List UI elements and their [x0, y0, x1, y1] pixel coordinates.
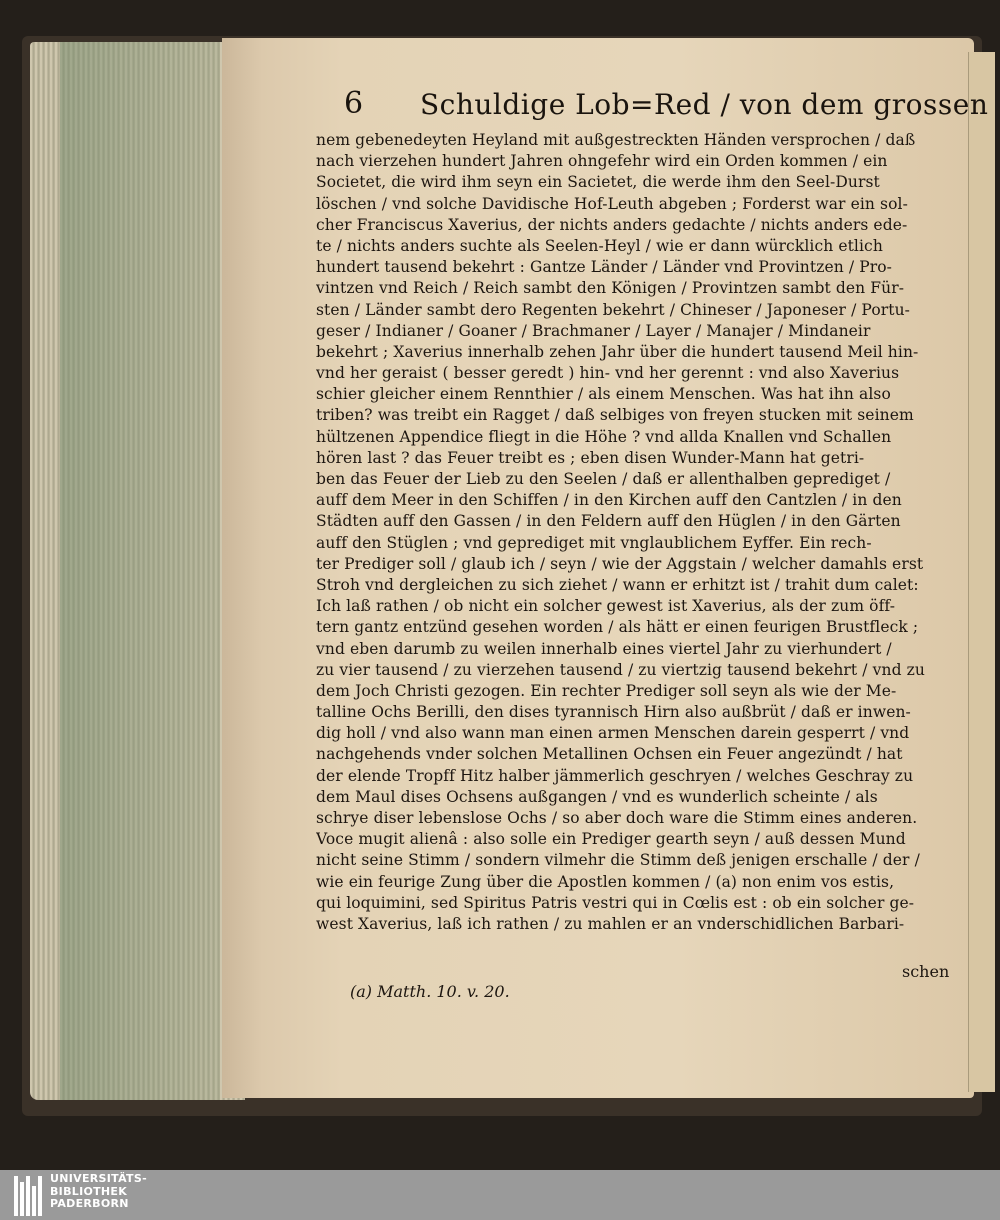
text-line: vnd her geraist ( besser geredt ) hin- vnd her gerennt : vnd also Xaverius [316, 364, 900, 383]
library-name-line1: UNIVERSITÄTS- [50, 1172, 147, 1185]
text-line: Städten auff den Gassen / in den Feldern auff den Hüglen / in den Gärten [316, 512, 901, 531]
text-line: bekehrt ; Xaverius innerhalb zehen Jahr über die hundert tausend Meil hin- [316, 342, 919, 361]
text-line: schrye diser lebenslose Ochs / so aber doch ware die Stimm eines anderen. [316, 809, 918, 827]
text-line: ter Prediger soll / glaub ich / seyn / wie der Aggstain / welcher damahls erst [316, 554, 924, 573]
text-line: dem Joch Christi gezogen. Ein rechter Prediger soll seyn als wie der Me- [316, 681, 897, 700]
text-line: tern gantz entzünd gesehen worden / als hätt er einen feurigen Brustfleck ; [316, 618, 919, 637]
text-line: qui loquimini, sed Spiritus Patris vestri qui in Cœlis est : ob ein solcher ge- [316, 893, 915, 912]
text-line: Societet, die wird ihm seyn ein Sacietet, die werde ihm den Seel-Durst [316, 173, 880, 192]
text-line: geser / Indianer / Goaner / Brachmaner / Layer / Manajer / Mindaneir [316, 321, 871, 340]
facing-page-edge [968, 52, 995, 1092]
text-line: löschen / vnd solche Davidische Hof-Leuth abgeben ; Forderst war ein sol- [316, 194, 908, 213]
catchword: schen [902, 962, 950, 981]
text-line: schier gleicher einem Rennthier / als einem Menschen. Was hat ihn also [316, 385, 891, 404]
text-line: triben? was treibt ein Ragget / daß selbiges von freyen stucken mit seinem [316, 406, 914, 425]
library-footer-bar [0, 1170, 1000, 1220]
text-line: sten / Länder sambt dero Regenten bekehrt / Chineser / Japoneser / Portu- [316, 300, 911, 319]
text-line: nicht seine Stimm / sondern vilmehr die Stimm deß jenigen erschalle / der / [316, 851, 920, 870]
text-line: ben das Feuer der Lieb zu den Seelen / daß er allenthalben geprediget / [316, 470, 891, 488]
footnote: (a) Matth. 10. v. 20. [350, 982, 510, 1001]
text-line: Ich laß rathen / ob nicht ein solcher gewest ist Xaverius, als der zum öff- [316, 597, 896, 616]
library-name-line2: BIBLIOTHEK [50, 1184, 128, 1198]
text-line: Voce mugit alienâ : also solle ein Prediger gearth seyn / auß dessen Mund [316, 830, 906, 849]
text-line: hültzenen Appendice fliegt in die Höhe ? vnd allda Knallen vnd Schallen [316, 427, 892, 446]
text-line: west Xaverius, laß ich rathen / zu mahlen er an vnderschidlichen Barbari- [316, 914, 905, 933]
library-name-line3: PADERBORN [50, 1197, 129, 1210]
text-line: Stroh vnd dergleichen zu sich ziehet / wann er erhitzt ist / trahit dum calet: [316, 575, 919, 594]
text-line: der elende Tropff Hitz halber jämmerlich geschryen / welches Geschray zu [316, 766, 914, 785]
text-line: cher Franciscus Xaverius, der nichts anders gedachte / nichts anders ede- [316, 215, 908, 234]
text-line: dig holl / vnd also wann man einen armen Menschen darein gesperrt / vnd [316, 724, 910, 743]
text-line: auff den Stüglen ; vnd geprediget mit vnglaublichem Eyffer. Ein rech- [316, 533, 872, 552]
running-title: Schuldige Lob=Red / von dem grossen [420, 88, 989, 121]
text-line: auff dem Meer in den Schiffen / in den Kirchen auff den Cantzlen / in den [316, 491, 902, 510]
page-header [344, 82, 989, 126]
text-line: wie ein feurige Zung über die Apostlen kommen / (a) non enim vos estis, [316, 872, 895, 891]
library-logo-icon [14, 1176, 42, 1216]
text-line: zu vier tausend / zu vierzehen tausend / zu viertzig tausend bekehrt / vnd zu [316, 660, 925, 679]
text-line: vintzen vnd Reich / Reich sambt den Königen / Provintzen sambt den Für- [316, 279, 905, 298]
page-number: 6 [344, 86, 364, 121]
text-line: hundert tausend bekehrt : Gantze Länder / Länder vnd Provintzen / Pro- [316, 258, 893, 277]
text-line: vnd eben darumb zu weilen innerhalb eines viertel Jahr zu vierhundert / [316, 639, 892, 658]
text-line: te / nichts anders suchte als Seelen-Heyl / wie er dann würcklich etlich [316, 236, 883, 255]
page-body-text [316, 130, 956, 935]
text-line: hören last ? das Feuer treibt es ; eben disen Wunder-Mann hat getri- [316, 448, 865, 467]
text-line: talline Ochs Berilli, den dises tyrannisch Hirn also außbrüt / daß er inwen- [316, 703, 911, 722]
text-line: nem gebenedeyten Heyland mit außgestreckten Händen versprochen / daß [316, 131, 916, 149]
text-line: dem Maul dises Ochsens außgangen / vnd es wunderlich scheinte / als [316, 787, 878, 806]
page-edge-tint [60, 42, 220, 1100]
text-line: nach vierzehen hundert Jahren ohngefehr wird ein Orden kommen / ein [316, 152, 888, 171]
library-logo-text [50, 1173, 147, 1211]
text-line: nachgehends vnder solchen Metallinen Ochsen ein Feuer angezündt / hat [316, 745, 903, 764]
